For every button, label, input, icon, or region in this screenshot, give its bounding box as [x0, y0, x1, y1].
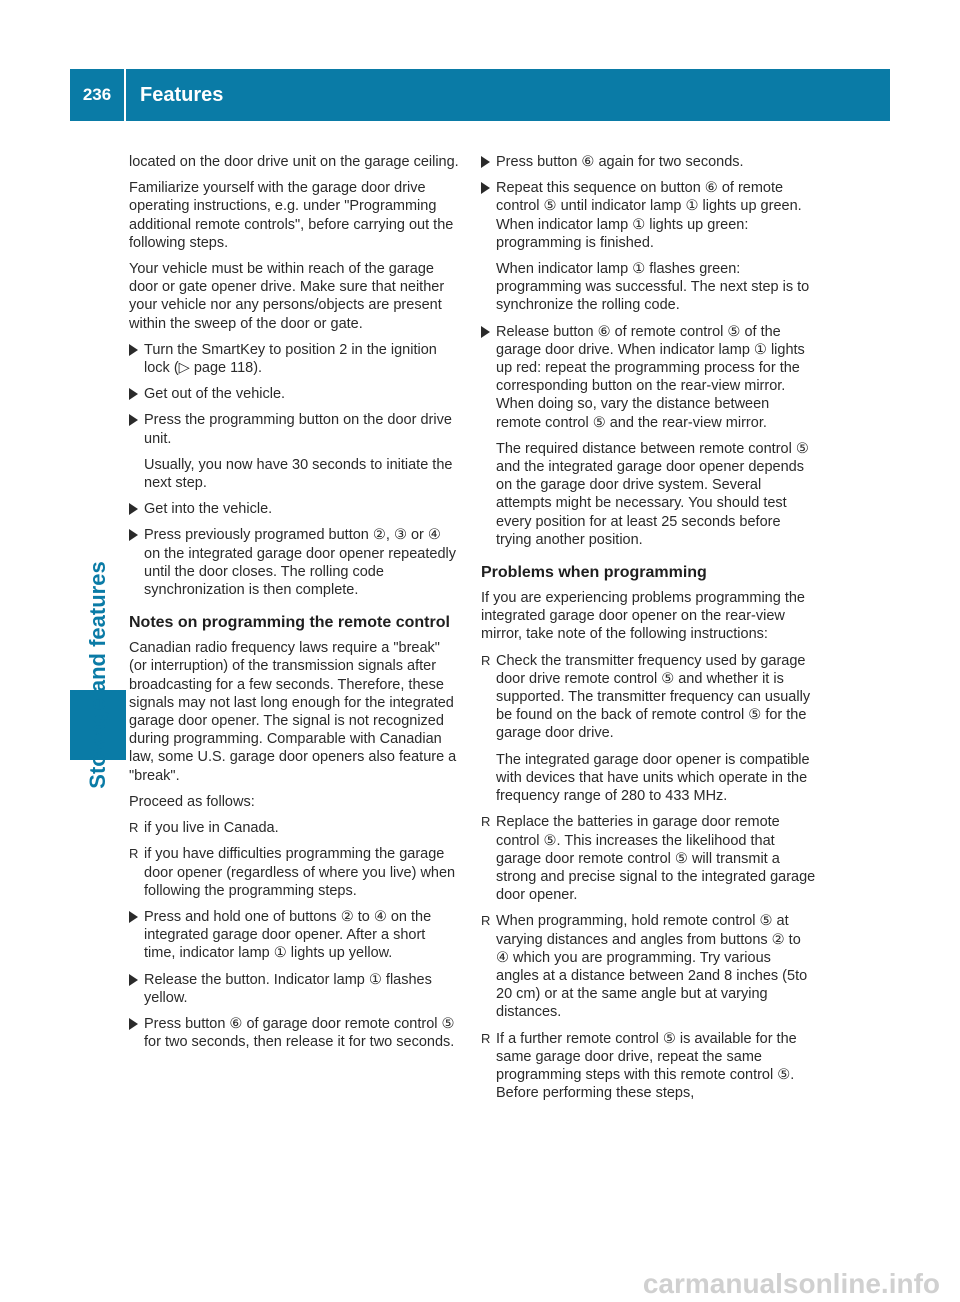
list-item-note: The integrated garage door opener is compatible with devices that have units which operate in the frequency range of 280 to 433 MHz. [496, 751, 810, 805]
instruction-step: Release the button. Indicator lamp ① flashes yellow. [129, 971, 459, 1007]
step-arrow-icon [481, 182, 490, 194]
step-arrow-icon [129, 911, 138, 923]
step-arrow-icon [129, 414, 138, 426]
subsection-heading: Problems when programming [481, 564, 707, 582]
step-arrow-icon [129, 974, 138, 986]
step-arrow-icon [129, 388, 138, 400]
instruction-step: Press previously programed button ②, ③ or ④ on the integrated garage door opener repeatedly until the door closes. The rolling code synchronization is then complete. [129, 526, 459, 599]
instruction-step: Press the programming button on the door drive unit. [129, 411, 459, 447]
paragraph: If you are experiencing problems programming the integrated garage door opener on the rear-view mirror, take note of the following instructions: [481, 590, 805, 643]
step-note: Usually, you now have 30 seconds to initiate the next step. [144, 456, 453, 492]
bullet-icon: R [129, 820, 139, 836]
instruction-step: Turn the SmartKey to position 2 in the ignition lock (▷ page 118). [129, 341, 459, 377]
subsection-heading: Notes on programming the remote control [129, 614, 450, 632]
step-arrow-icon [129, 1018, 138, 1030]
paragraph: Proceed as follows: [129, 793, 255, 810]
paragraph: Your vehicle must be within reach of the garage door or gate opener drive. Make sure that neither your vehicle nor any persons/objects are present within the sweep of the door or gate. [129, 261, 445, 332]
instruction-step: Press button ⑥ of garage door remote control ⑤ for two seconds, then release it for two seconds. [129, 1015, 459, 1051]
instruction-step: Repeat this sequence on button ⑥ of remote control ⑤ until indicator lamp ① lights up green. When indicator lamp ① lights up green: programming is finished. [481, 179, 816, 252]
list-item: R Replace the batteries in garage door remote control ⑤. This increases the likelihood that garage door remote control ⑤ will transmit a strong and precise signal to the integrated garage door opener. [481, 814, 816, 904]
list-item: R If a further remote control ⑤ is available for the same garage door drive, repeat the same programming steps with this remote control ⑤. Before performing these steps, [481, 1030, 797, 1102]
right-column [481, 153, 816, 1110]
step-note: The required distance between remote control ⑤ and the integrated garage door opener depends on the garage door drive system. Several attempts might be necessary. You should test every position for at least 25 seconds before trying another position. [496, 440, 809, 548]
watermark: carmanualsonline.info [642, 1268, 940, 1299]
section-title: Features [140, 83, 224, 106]
step-arrow-icon [129, 529, 138, 541]
paragraph: Familiarize yourself with the garage door drive operating instructions, e.g. under "Programming additional remote controls", before carrying out the following steps. [129, 180, 454, 251]
page-number: 236 [70, 69, 126, 121]
instruction-step: Get into the vehicle. [129, 500, 459, 518]
step-arrow-icon [481, 326, 490, 338]
list-item: R When programming, hold remote control ⑤ at varying distances and angles from buttons ② to ④ which you are programming. Try various angles at a distance between 2and 8 inches (5to 20 cm) or at the same angle but at varying distances. [481, 913, 808, 1021]
paragraph: located on the door drive unit on the garage ceiling. [129, 154, 459, 170]
instruction-step: Press and hold one of buttons ② to ④ on the integrated garage door opener. After a short time, indicator lamp ① lights up yellow. [129, 908, 459, 963]
instruction-step: Press button ⑥ again for two seconds. [481, 153, 816, 171]
bullet-icon: R [481, 913, 491, 929]
list-item: R if you have difficulties programming the garage door opener (regardless of where you live) when following the programming steps. [129, 846, 456, 899]
instruction-step: Release button ⑥ of remote control ⑤ of the garage door drive. When indicator lamp ① lights up red: repeat the programming process for the corresponding button on the rear-view mirror. When doing so, vary the distance between remote control ⑤ and the rear-view mirror. [481, 323, 816, 432]
bullet-icon: R [481, 1030, 491, 1046]
step-note: When indicator lamp ① flashes green: programming was successful. The next step is to synchronize the rolling code. [496, 261, 810, 314]
step-arrow-icon [129, 344, 138, 356]
bullet-icon: R [129, 846, 139, 862]
paragraph: Canadian radio frequency laws require a "break" (or interruption) of the transmission signals after broadcasting for a few seconds. Therefore, these signals may not last long enough for the integrated garage door opener. The signal is not recognized during programming. Comparable with Canadian law, some U.S. garage door openers also feature a "break". [129, 640, 457, 784]
list-item: R if you live in Canada. [129, 820, 279, 837]
step-arrow-icon [481, 156, 490, 168]
chapter-title: Stowage and features [85, 561, 110, 789]
instruction-step: Get out of the vehicle. [129, 385, 459, 403]
bullet-icon: R [481, 652, 491, 668]
list-item: R Check the transmitter frequency used by garage door drive remote control ⑤ and whether it is supported. The transmitter frequency can usually be found on the back of remote control ⑤ for the garage door drive. [481, 652, 811, 742]
bullet-icon: R [481, 814, 491, 830]
left-column [129, 153, 459, 1059]
step-arrow-icon [129, 503, 138, 515]
